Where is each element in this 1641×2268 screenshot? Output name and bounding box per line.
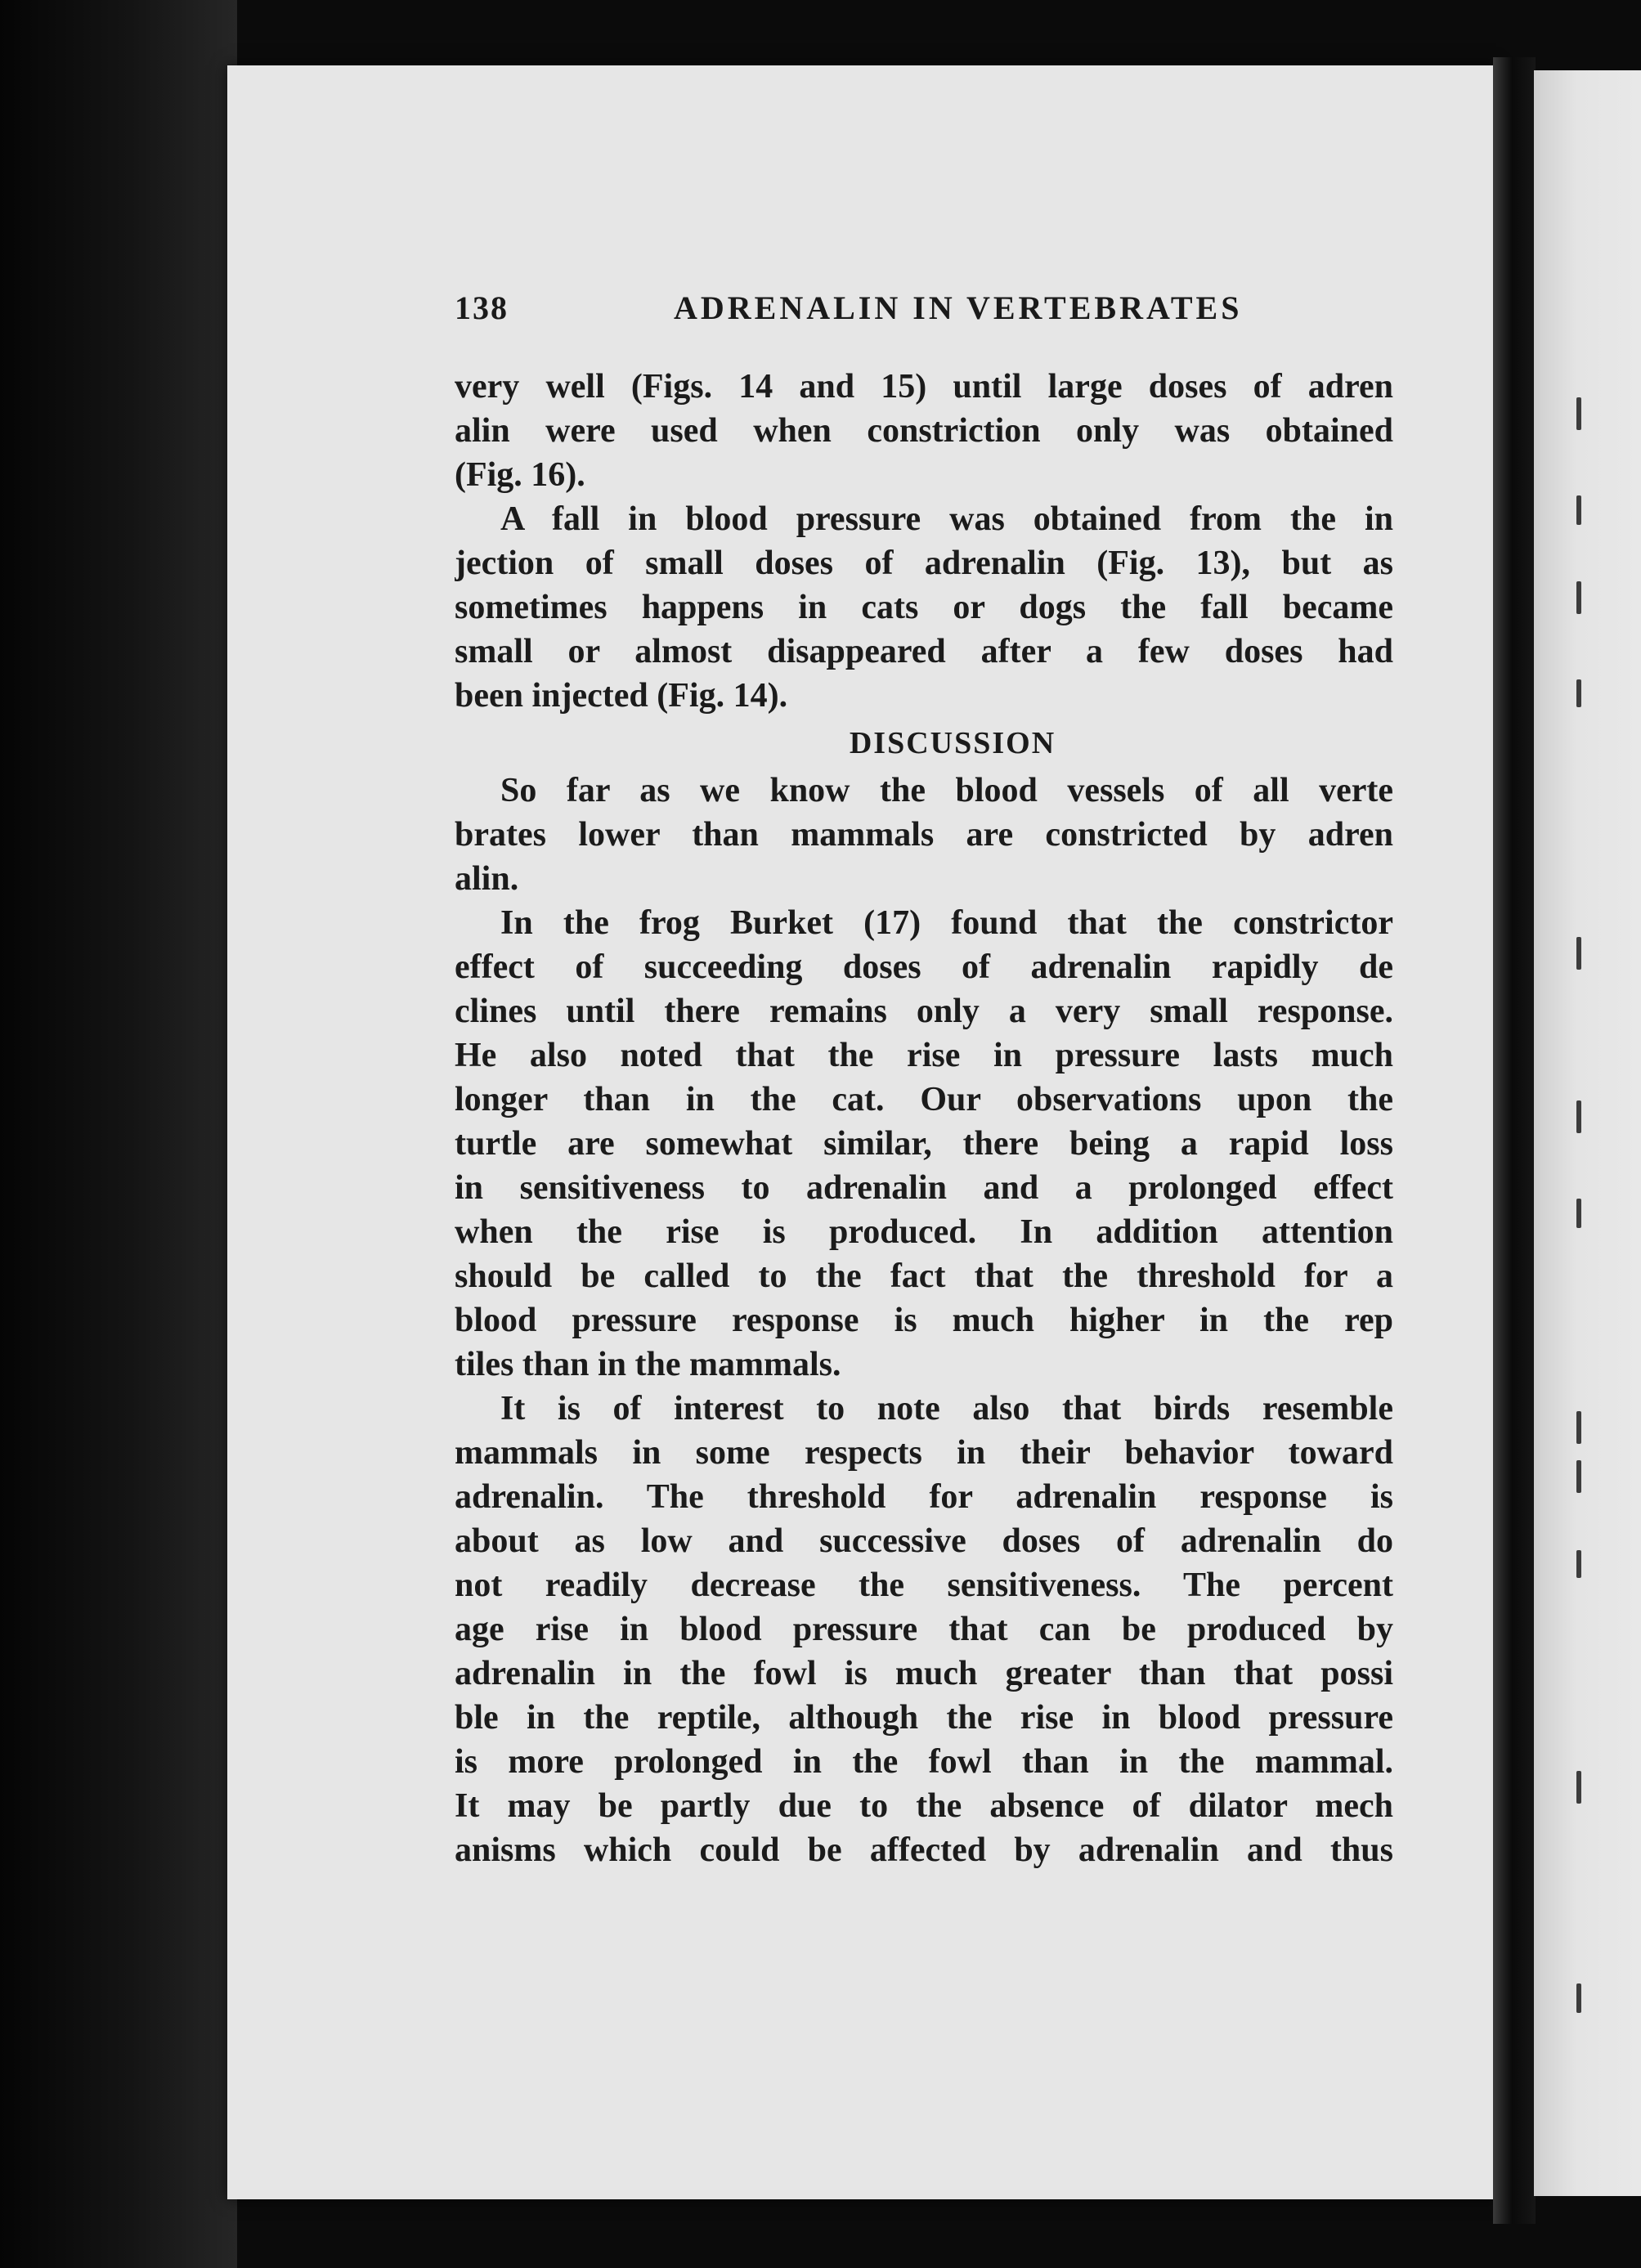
facing-page-bleed-mark <box>1576 1983 1581 2013</box>
text-line: jection of small doses of adrenalin (Fig. 13), but as <box>455 545 1393 582</box>
text-line: ble in the reptile, although the rise in blood pressure <box>455 1699 1393 1737</box>
text-line: sometimes happens in cats or dogs the fall became <box>455 589 1393 626</box>
text-line: tiles than in the mammals. <box>455 1346 841 1383</box>
text-line: anisms which could be affected by adrenalin and thus <box>455 1831 1393 1869</box>
facing-page-bleed-mark <box>1576 679 1581 707</box>
text-line: It may be partly due to the absence of dilator mech <box>455 1787 1393 1825</box>
scan-border-left <box>0 0 237 2268</box>
book-gutter <box>1493 57 1536 2224</box>
running-head <box>455 289 1272 338</box>
paragraph <box>455 365 1393 497</box>
text-line: in sensitiveness to adrenalin and a prolonged effect <box>455 1169 1393 1207</box>
paragraph <box>455 901 1393 1387</box>
text-line: age rise in blood pressure that can be produced by <box>455 1611 1393 1648</box>
facing-page-bleed-mark <box>1576 1411 1581 1444</box>
text-line: clines until there remains only a very small response. <box>455 993 1393 1030</box>
section-heading: DISCUSSION <box>849 726 1056 760</box>
facing-page-bleed-mark <box>1576 1771 1581 1804</box>
text-line: about as low and successive doses of adrenalin do <box>455 1522 1393 1560</box>
facing-page-bleed-mark <box>1576 1100 1581 1133</box>
facing-page-bleed-mark <box>1576 1550 1581 1578</box>
facing-page-bleed-mark <box>1576 937 1581 970</box>
running-title: ADRENALIN IN VERTEBRATES <box>674 289 1243 326</box>
text-line: A fall in blood pressure was obtained from the in <box>500 500 1393 538</box>
facing-page-bleed-mark <box>1576 1199 1581 1228</box>
text-line: brates lower than mammals are constricted by adren <box>455 816 1393 854</box>
text-line: turtle are somewhat similar, there being a rapid loss <box>455 1125 1393 1163</box>
text-line: In the frog Burket (17) found that the constrictor <box>500 904 1393 942</box>
text-line: is more prolonged in the fowl than in the mammal. <box>455 1743 1393 1781</box>
paragraph <box>455 1387 1393 1872</box>
paragraph <box>455 497 1393 718</box>
facing-page-bleed-mark <box>1576 495 1581 525</box>
facing-page-bleed-mark <box>1576 1460 1581 1493</box>
text-line: very well (Figs. 14 and 15) until large doses of adren <box>455 368 1393 406</box>
facing-page-bleed-mark <box>1576 581 1581 614</box>
paragraph <box>455 769 1393 901</box>
facing-page-edge <box>1534 70 1641 2196</box>
text-line: adrenalin in the fowl is much greater than that possi <box>455 1655 1393 1692</box>
text-line: when the rise is produced. In addition attention <box>455 1213 1393 1251</box>
page-number: 138 <box>455 289 509 326</box>
text-line: alin. <box>455 860 519 898</box>
text-line: small or almost disappeared after a few doses had <box>455 633 1393 670</box>
facing-page-bleed-mark <box>1576 397 1581 430</box>
text-line: So far as we know the blood vessels of all verte <box>500 772 1393 809</box>
text-line: He also noted that the rise in pressure lasts much <box>455 1037 1393 1074</box>
text-line: should be called to the fact that the threshold for a <box>455 1257 1393 1295</box>
text-line: effect of succeeding doses of adrenalin rapidly de <box>455 948 1393 986</box>
text-line: been injected (Fig. 14). <box>455 677 788 715</box>
text-line: not readily decrease the sensitiveness. The percent <box>455 1567 1393 1604</box>
text-line: alin were used when constriction only was obtained <box>455 412 1393 450</box>
text-line: adrenalin. The threshold for adrenalin response is <box>455 1478 1393 1516</box>
text-line: longer than in the cat. Our observations upon the <box>455 1081 1393 1118</box>
text-line: It is of interest to note also that birds resemble <box>500 1390 1393 1428</box>
body-text <box>455 365 1393 1872</box>
text-line: (Fig. 16). <box>455 456 585 494</box>
text-line: mammals in some respects in their behavior toward <box>455 1434 1393 1472</box>
text-line: blood pressure response is much higher in the rep <box>455 1302 1393 1339</box>
